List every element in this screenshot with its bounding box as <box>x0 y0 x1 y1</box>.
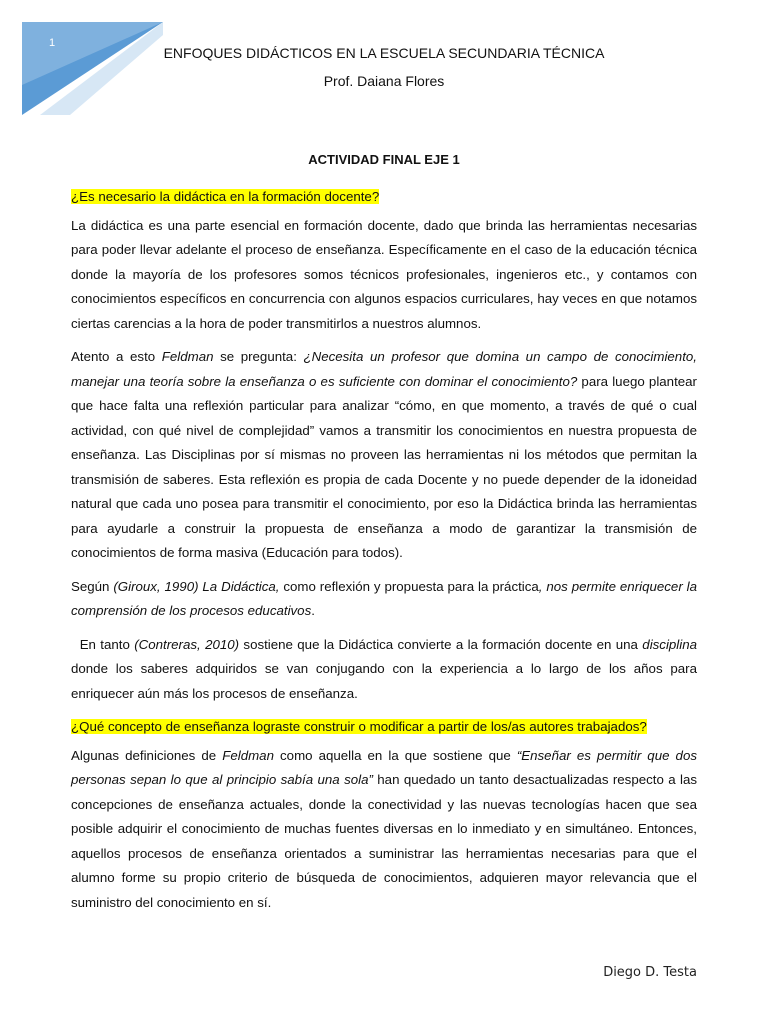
p5-author: Feldman <box>222 747 274 763</box>
p4-text-e: donde los saberes adquiridos se van conjugando con la experiencia a lo largo de los años para enriquecer aún más los procesos de enseñanza. <box>71 636 701 701</box>
p4-text-c: sostiene que la Didáctica convierte a la formación docente en una <box>239 636 643 652</box>
p3-text-e: . <box>311 603 315 618</box>
p4-italic: disciplina <box>642 636 697 652</box>
paragraph-4 <box>71 633 701 707</box>
document-title: ACTIVIDAD FINAL EJE 1 <box>308 152 460 167</box>
p5-text-e: han quedado un tanto desactualizadas respecto a las concepciones de enseñanza actuales, donde la conectividad y las nuevas tecnologías hacen que sea posible adquirir el conocimiento de muchas fuentes diversas en lo inmediato y en simultáneo. Entonces, aquellos procesos de enseñanza orientados a suministrar las herramientas necesarias para que el alumno forme su propio criterio de búsqueda de conocimientos, adquieren mayor relevancia que el suministro del conocimiento en sí. <box>71 772 698 910</box>
p3-text-a: Según <box>71 578 114 594</box>
p3-italic: , nos permite enriquecer la comprensión de los procesos educativos <box>71 578 697 618</box>
header-professor: Prof. Daiana Flores <box>323 73 445 89</box>
page-number: 1 <box>49 37 56 49</box>
question-2-text: ¿Qué concepto de enseñanza lograste construir o modificar a partir de los/as autores trabajados? <box>71 719 647 734</box>
p2-text-a: Atento a esto <box>71 349 162 364</box>
p2-text-c: se pregunta: <box>213 349 304 364</box>
p4-text-a: En tanto <box>71 636 135 652</box>
question-1 <box>71 185 697 210</box>
p5-text-a: Algunas definiciones de <box>71 747 223 763</box>
document-body <box>71 185 701 924</box>
p5-quote: “Enseñar es permitir que dos personas sepan lo que al principio sabía una sola” <box>71 747 697 787</box>
p2-text-e: para luego plantear que hace falta una reflexión particular para analizar “cómo, en que momento, a través de qué o cual actividad, con qué nivel de complejidad” vamos a transmitir los conocimientos en nuestra propuesta de enseñanza. Las Disciplinas por sí mismas no proveen las herramientas ni los métodos que permitan la transmisión de saberes. Esta reflexión es propia de cada Docente y no puede depender de la idoneidad natural que cada uno posea para transmitir el conocimiento, por eso la Didáctica brinda las herramientas para ayudarle a construir la propuesta de enseñanza a modo de garantizar la transmisión de conocimientos de forma masiva (Educación para todos). <box>71 373 697 560</box>
p3-citation: (Giroux, 1990) La Didáctica, <box>113 578 280 594</box>
question-2 <box>71 715 697 740</box>
p2-quote: ¿Necesita un profesor que domina un campo de conocimiento, manejar una teoría sobre la enseñanza o es suficiente con dominar el conocimiento? <box>71 349 697 389</box>
p3-text-c: como reflexión y propuesta para la práctica <box>279 578 539 594</box>
p4-citation: (Contreras, 2010) <box>134 636 240 652</box>
p2-author: Feldman <box>161 349 214 364</box>
paragraph-2 <box>71 345 697 566</box>
header-course-title: ENFOQUES DIDÁCTICOS EN LA ESCUELA SECUNDARIA TÉCNICA <box>163 45 605 61</box>
paragraph-1: La didáctica es una parte esencial en formación docente, dado que brinda las herramientas necesarias para poder llevar adelante el proceso de enseñanza. Específicamente en el caso de la educación técnica donde la mayoría de los profesores somos técnicos profesionales, ingenieros etc., y contamos con conocimientos específicos en concurrencia con algunos espacios curriculares, hay veces en que notamos ciertas carencias a la hora de poder transmitirlos a nuestros alumnos. <box>71 217 697 331</box>
footer-author: Diego D. Testa <box>603 965 697 980</box>
question-1-text: ¿Es necesario la didáctica en la formación docente? <box>71 189 380 204</box>
paragraph-5 <box>71 744 697 916</box>
paragraph-3 <box>71 575 697 624</box>
p5-text-c: como aquella en la que sostiene que <box>273 747 517 763</box>
